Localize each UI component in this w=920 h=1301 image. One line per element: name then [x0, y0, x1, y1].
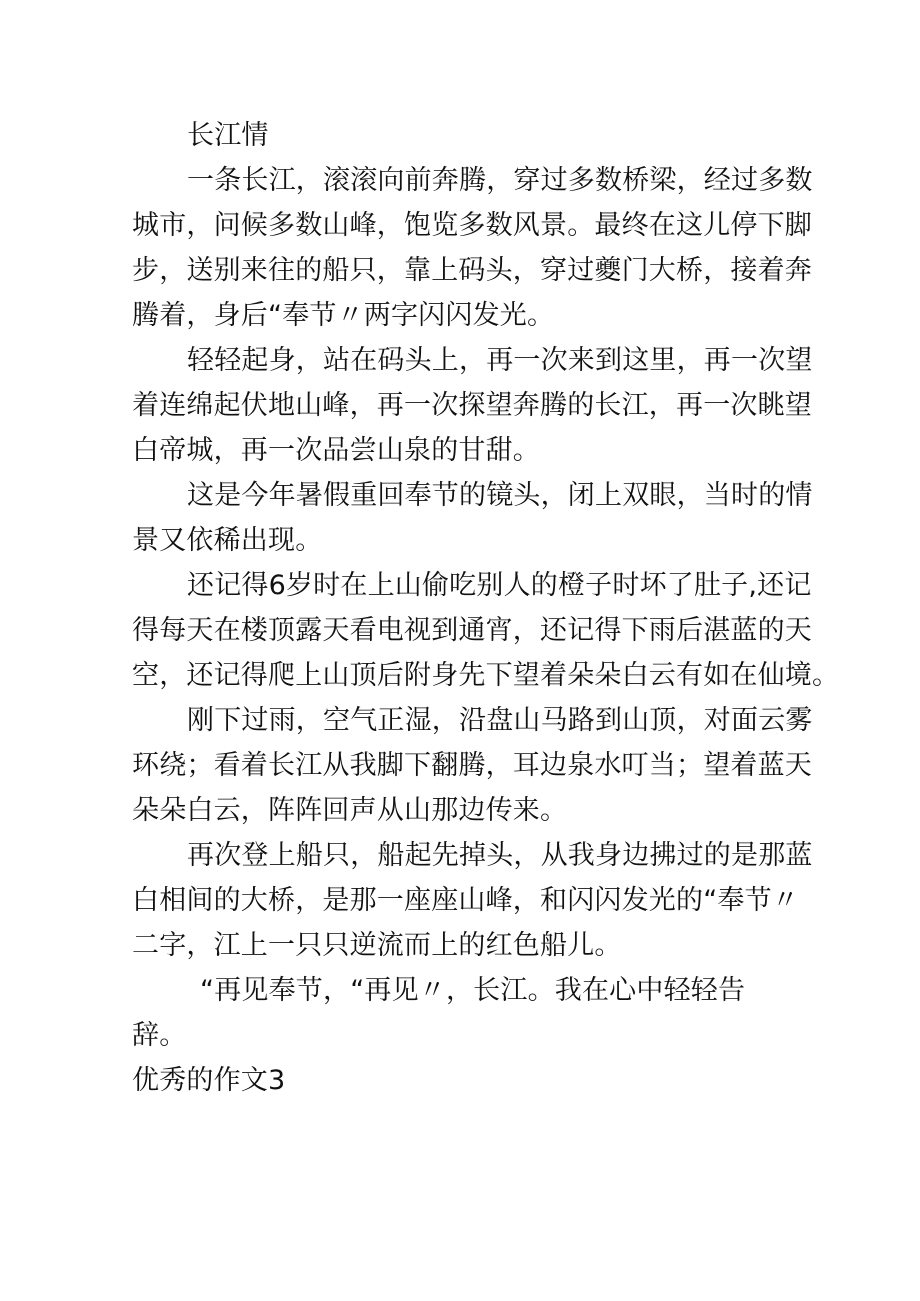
- paragraph-line: 城市，问候多数山峰，饱览多数风景。最终在这儿停下脚: [132, 210, 812, 241]
- paragraph-6: [132, 833, 813, 968]
- paragraph-7: [132, 968, 802, 1058]
- paragraph-line: 着连绵起伏地山峰，再一次探望奔腾的长江，再一次眺望: [132, 390, 812, 421]
- paragraph-line: 空，还记得爬上山顶后附身先下望着朵朵白云有如在仙境。: [132, 660, 840, 691]
- paragraph-line: 还记得6岁时在上山偷吃别人的橙子时坏了肚子,还记: [187, 570, 812, 601]
- paragraph-2: [132, 338, 813, 473]
- paragraph-line: 朵朵白云，阵阵回声从山那边传来。: [132, 795, 568, 826]
- paragraph-line: 轻轻起身，站在码头上，再一次来到这里，再一次望: [187, 345, 813, 376]
- paragraph-5: [132, 698, 813, 833]
- paragraph-line: 环绕；看着长江从我脚下翻腾，耳边泉水叮当；望着蓝天: [132, 750, 812, 781]
- paragraph-line: 白帝城，再一次品尝山泉的甘甜。: [132, 435, 540, 466]
- paragraph-line: 这是今年暑假重回奉节的镜头，闭上双眼，当时的情: [187, 480, 813, 511]
- paragraph-line: 刚下过雨，空气正湿，沿盘山马路到山顶，对面云雾: [187, 705, 813, 736]
- paragraph-line: 白相间的大桥，是那一座座山峰，和闪闪发光的“奉节〃: [132, 885, 799, 916]
- paragraph-line: 二字，江上一只只逆流而上的红色船儿。: [132, 930, 622, 961]
- paragraph-line: 辞。: [132, 1020, 187, 1051]
- document-body: [132, 113, 840, 1103]
- section-heading: 优秀的作文3: [132, 1065, 286, 1096]
- paragraph-line: “再见奉节，“再见〃，长江。我在心中轻轻告: [200, 975, 746, 1006]
- paragraph-line: 得每天在楼顶露天看电视到通宵，还记得下雨后湛蓝的天: [132, 615, 812, 646]
- paragraph-line: 景又依稀出现。: [132, 525, 323, 556]
- paragraph-line: 腾着，身后“奉节〃两字闪闪发光。: [132, 300, 555, 331]
- paragraph-line: 一条长江，滚滚向前奔腾，穿过多数桥梁，经过多数: [187, 165, 813, 196]
- paragraph-3: [132, 473, 813, 563]
- paragraph-line: 步，送别来往的船只，靠上码头，穿过夔门大桥，接着奔: [132, 255, 812, 286]
- paragraph-4: [132, 563, 840, 698]
- paragraph-line: 再次登上船只，船起先掉头，从我身边拂过的是那蓝: [187, 840, 813, 871]
- paragraph-1: [132, 158, 813, 338]
- essay-title: 长江情: [187, 120, 269, 151]
